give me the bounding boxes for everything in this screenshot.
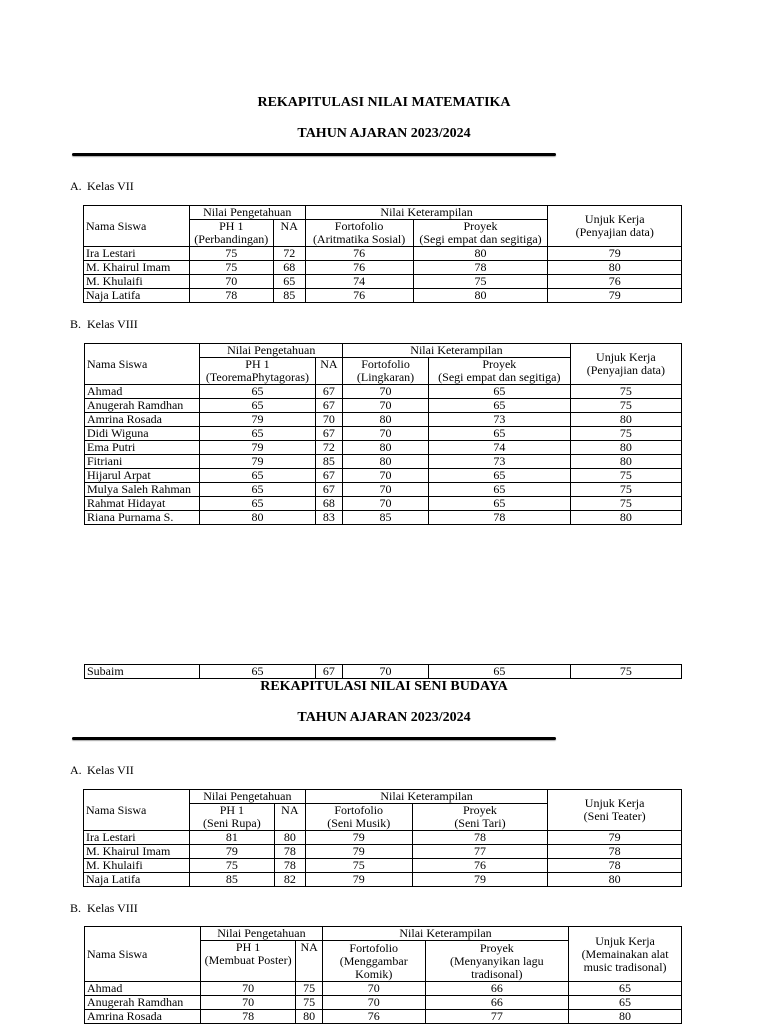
header-keterampilan: Nilai Keterampilan xyxy=(343,344,571,358)
header-portfolio: Fortofolio (Seni Musik) xyxy=(305,804,412,831)
header-ph1: PH 1 (TeoremaPhytagoras) xyxy=(200,358,315,385)
table-row xyxy=(85,665,682,679)
title-divider xyxy=(72,737,556,740)
ph1-score-cell: 65 xyxy=(200,385,315,399)
header-ph1: PH 1 (Perbandingan) xyxy=(189,220,273,247)
na-score-cell: 68 xyxy=(273,261,305,275)
proyek-score-cell: 65 xyxy=(428,665,570,679)
header-keterampilan: Nilai Keterampilan xyxy=(322,927,568,941)
na-score-cell: 72 xyxy=(315,441,343,455)
portfolio-score-cell: 70 xyxy=(322,982,425,996)
student-name-cell: Naja Latifa xyxy=(84,873,190,887)
portfolio-score-cell: 75 xyxy=(305,859,412,873)
table-row xyxy=(85,1010,682,1024)
unjuk-kerja-score-cell: 78 xyxy=(548,845,682,859)
header-portfolio: Fortofolio (Lingkaran) xyxy=(343,358,429,385)
na-score-cell: 80 xyxy=(296,1010,323,1024)
portfolio-score-cell: 74 xyxy=(305,275,413,289)
header-proyek: Proyek (Segi empat dan segitiga) xyxy=(428,358,570,385)
na-score-cell: 78 xyxy=(274,859,305,873)
unjuk-kerja-score-cell: 80 xyxy=(569,1010,682,1024)
table-row xyxy=(84,845,682,859)
portfolio-score-cell: 79 xyxy=(305,873,412,887)
proyek-score-cell: 78 xyxy=(412,831,548,845)
table-row xyxy=(84,873,682,887)
ph1-score-cell: 80 xyxy=(200,511,315,525)
portfolio-score-cell: 70 xyxy=(343,497,429,511)
portfolio-score-cell: 76 xyxy=(305,261,413,275)
table-row xyxy=(85,483,682,497)
portfolio-score-cell: 80 xyxy=(343,413,429,427)
student-name-cell: Rahmat Hidayat xyxy=(85,497,200,511)
na-score-cell: 65 xyxy=(273,275,305,289)
unjuk-kerja-score-cell: 75 xyxy=(570,469,681,483)
grades-table xyxy=(84,926,682,1024)
table-row xyxy=(85,497,682,511)
proyek-score-cell: 80 xyxy=(413,289,548,303)
proyek-score-cell: 65 xyxy=(428,469,570,483)
header-na: NA xyxy=(296,941,323,982)
unjuk-kerja-score-cell: 76 xyxy=(548,275,682,289)
header-name: Nama Siswa xyxy=(85,344,200,385)
grades-table xyxy=(84,343,682,525)
table-row xyxy=(85,511,682,525)
header-keterampilan: Nilai Keterampilan xyxy=(305,790,547,804)
ph1-score-cell: 81 xyxy=(189,831,274,845)
section-heading xyxy=(70,901,138,916)
table-row xyxy=(85,413,682,427)
ph1-score-cell: 79 xyxy=(200,441,315,455)
na-score-cell: 67 xyxy=(315,427,343,441)
proyek-score-cell: 65 xyxy=(428,427,570,441)
na-score-cell: 85 xyxy=(315,455,343,469)
portfolio-score-cell: 70 xyxy=(322,996,425,1010)
portfolio-score-cell: 70 xyxy=(343,665,429,679)
header-pengetahuan: Nilai Pengetahuan xyxy=(200,927,322,941)
section-label: Kelas VII xyxy=(87,179,134,193)
table-row xyxy=(85,385,682,399)
table-row xyxy=(85,469,682,483)
na-score-cell: 67 xyxy=(315,399,343,413)
unjuk-kerja-score-cell: 80 xyxy=(570,511,681,525)
table-row xyxy=(84,859,682,873)
unjuk-kerja-score-cell: 80 xyxy=(548,873,682,887)
section-letter: A. xyxy=(70,763,82,777)
table-row xyxy=(85,996,682,1010)
na-score-cell: 72 xyxy=(273,247,305,261)
section-letter: B. xyxy=(70,901,82,915)
unjuk-kerja-score-cell: 79 xyxy=(548,289,682,303)
student-name-cell: Mulya Saleh Rahman xyxy=(85,483,200,497)
portfolio-score-cell: 70 xyxy=(343,427,429,441)
proyek-score-cell: 66 xyxy=(425,982,569,996)
student-name-cell: M. Khulaifi xyxy=(84,859,190,873)
header-proyek: Proyek (Segi empat dan segitiga) xyxy=(413,220,548,247)
unjuk-kerja-score-cell: 80 xyxy=(548,261,682,275)
proyek-score-cell: 73 xyxy=(428,455,570,469)
portfolio-score-cell: 79 xyxy=(305,845,412,859)
na-score-cell: 75 xyxy=(296,982,323,996)
section-letter: B. xyxy=(70,317,82,331)
portfolio-score-cell: 70 xyxy=(343,399,429,413)
student-name-cell: Ahmad xyxy=(85,385,200,399)
portfolio-score-cell: 70 xyxy=(343,385,429,399)
portfolio-score-cell: 85 xyxy=(343,511,429,525)
unjuk-kerja-score-cell: 75 xyxy=(570,427,681,441)
header-proyek: Proyek (Menyanyikan lagu tradisonal) xyxy=(425,941,569,982)
header-na: NA xyxy=(274,804,305,831)
proyek-score-cell: 65 xyxy=(428,497,570,511)
ph1-score-cell: 70 xyxy=(200,982,295,996)
na-score-cell: 67 xyxy=(315,483,343,497)
unjuk-kerja-score-cell: 75 xyxy=(570,497,681,511)
proyek-score-cell: 80 xyxy=(413,247,548,261)
header-na: NA xyxy=(273,220,305,247)
academic-year: TAHUN AJARAN 2023/2024 xyxy=(297,126,471,141)
unjuk-kerja-score-cell: 75 xyxy=(570,665,681,679)
grades-table xyxy=(83,205,682,303)
section-label: Kelas VIII xyxy=(87,317,138,331)
ph1-score-cell: 75 xyxy=(189,859,274,873)
student-name-cell: Ema Putri xyxy=(85,441,200,455)
student-name-cell: Ahmad xyxy=(85,982,201,996)
unjuk-kerja-score-cell: 79 xyxy=(548,831,682,845)
ph1-score-cell: 79 xyxy=(200,413,315,427)
section-heading xyxy=(70,179,134,194)
proyek-score-cell: 77 xyxy=(412,845,548,859)
academic-year: TAHUN AJARAN 2023/2024 xyxy=(297,710,471,725)
portfolio-score-cell: 80 xyxy=(343,455,429,469)
student-name-cell: Riana Purnama S. xyxy=(85,511,200,525)
unjuk-kerja-score-cell: 79 xyxy=(548,247,682,261)
unjuk-kerja-score-cell: 78 xyxy=(548,859,682,873)
proyek-score-cell: 78 xyxy=(413,261,548,275)
table-row xyxy=(84,289,682,303)
proyek-score-cell: 76 xyxy=(412,859,548,873)
table-row xyxy=(85,427,682,441)
section-heading xyxy=(70,763,134,778)
student-name-cell: M. Khairul Imam xyxy=(84,845,190,859)
table-row xyxy=(84,247,682,261)
header-unjuk-kerja: Unjuk Kerja (Memainakan alat music tradisonal) xyxy=(569,927,682,982)
proyek-score-cell: 78 xyxy=(428,511,570,525)
na-score-cell: 68 xyxy=(315,497,343,511)
proyek-score-cell: 65 xyxy=(428,385,570,399)
student-name-cell: Naja Latifa xyxy=(84,289,190,303)
page-title: REKAPITULASI NILAI SENI BUDAYA xyxy=(260,679,508,694)
ph1-score-cell: 65 xyxy=(200,399,315,413)
header-portfolio: Fortofolio (Aritmatika Sosial) xyxy=(305,220,413,247)
ph1-score-cell: 70 xyxy=(189,275,273,289)
ph1-score-cell: 75 xyxy=(189,261,273,275)
table-row xyxy=(85,399,682,413)
portfolio-score-cell: 70 xyxy=(343,469,429,483)
grades-table-continued xyxy=(84,664,682,679)
unjuk-kerja-score-cell: 75 xyxy=(570,399,681,413)
student-name-cell: M. Khairul Imam xyxy=(84,261,190,275)
title-divider xyxy=(72,153,556,156)
header-na: NA xyxy=(315,358,343,385)
student-name-cell: Amrina Rosada xyxy=(85,413,200,427)
ph1-score-cell: 79 xyxy=(200,455,315,469)
portfolio-score-cell: 76 xyxy=(305,247,413,261)
table-row xyxy=(85,455,682,469)
student-name-cell: Didi Wiguna xyxy=(85,427,200,441)
na-score-cell: 82 xyxy=(274,873,305,887)
section-label: Kelas VII xyxy=(87,763,134,777)
section-heading xyxy=(70,317,138,332)
portfolio-score-cell: 76 xyxy=(322,1010,425,1024)
proyek-score-cell: 65 xyxy=(428,483,570,497)
ph1-score-cell: 65 xyxy=(200,483,315,497)
header-unjuk-kerja: Unjuk Kerja (Seni Teater) xyxy=(548,790,682,831)
ph1-score-cell: 78 xyxy=(200,1010,295,1024)
na-score-cell: 67 xyxy=(315,385,343,399)
student-name-cell: Hijarul Arpat xyxy=(85,469,200,483)
student-name-cell: Ira Lestari xyxy=(84,247,190,261)
portfolio-score-cell: 79 xyxy=(305,831,412,845)
header-keterampilan: Nilai Keterampilan xyxy=(305,206,548,220)
na-score-cell: 67 xyxy=(315,469,343,483)
na-score-cell: 75 xyxy=(296,996,323,1010)
ph1-score-cell: 70 xyxy=(200,996,295,1010)
ph1-score-cell: 65 xyxy=(200,469,315,483)
ph1-score-cell: 78 xyxy=(189,289,273,303)
student-name-cell: Subaim xyxy=(85,665,200,679)
unjuk-kerja-score-cell: 80 xyxy=(570,441,681,455)
grades-table xyxy=(83,789,682,887)
header-ph1: PH 1 (Membuat Poster) xyxy=(200,941,295,982)
page-title: REKAPITULASI NILAI MATEMATIKA xyxy=(257,95,511,110)
student-name-cell: Ira Lestari xyxy=(84,831,190,845)
unjuk-kerja-score-cell: 65 xyxy=(569,982,682,996)
ph1-score-cell: 65 xyxy=(200,427,315,441)
na-score-cell: 67 xyxy=(315,665,343,679)
student-name-cell: Amrina Rosada xyxy=(85,1010,201,1024)
table-row xyxy=(84,261,682,275)
header-name: Nama Siswa xyxy=(85,927,201,982)
proyek-score-cell: 73 xyxy=(428,413,570,427)
proyek-score-cell: 79 xyxy=(412,873,548,887)
header-unjuk-kerja: Unjuk Kerja (Penyajian data) xyxy=(570,344,681,385)
table-row xyxy=(84,275,682,289)
proyek-score-cell: 66 xyxy=(425,996,569,1010)
ph1-score-cell: 65 xyxy=(200,497,315,511)
student-name-cell: M. Khulaifi xyxy=(84,275,190,289)
portfolio-score-cell: 76 xyxy=(305,289,413,303)
proyek-score-cell: 77 xyxy=(425,1010,569,1024)
header-unjuk-kerja: Unjuk Kerja (Penyajian data) xyxy=(548,206,682,247)
portfolio-score-cell: 80 xyxy=(343,441,429,455)
na-score-cell: 83 xyxy=(315,511,343,525)
na-score-cell: 78 xyxy=(274,845,305,859)
table-row xyxy=(85,441,682,455)
table-row xyxy=(85,982,682,996)
na-score-cell: 80 xyxy=(274,831,305,845)
header-pengetahuan: Nilai Pengetahuan xyxy=(200,344,343,358)
section-letter: A. xyxy=(70,179,82,193)
unjuk-kerja-score-cell: 65 xyxy=(569,996,682,1010)
header-pengetahuan: Nilai Pengetahuan xyxy=(189,790,305,804)
ph1-score-cell: 79 xyxy=(189,845,274,859)
proyek-score-cell: 74 xyxy=(428,441,570,455)
na-score-cell: 85 xyxy=(273,289,305,303)
student-name-cell: Fitriani xyxy=(85,455,200,469)
table-row xyxy=(84,831,682,845)
header-name: Nama Siswa xyxy=(84,206,190,247)
header-proyek: Proyek (Seni Tari) xyxy=(412,804,548,831)
header-portfolio: Fortofolio (Menggambar Komik) xyxy=(322,941,425,982)
unjuk-kerja-score-cell: 75 xyxy=(570,385,681,399)
section-label: Kelas VIII xyxy=(87,901,138,915)
unjuk-kerja-score-cell: 75 xyxy=(570,483,681,497)
header-name: Nama Siswa xyxy=(84,790,190,831)
header-ph1: PH 1 (Seni Rupa) xyxy=(189,804,274,831)
na-score-cell: 70 xyxy=(315,413,343,427)
ph1-score-cell: 85 xyxy=(189,873,274,887)
portfolio-score-cell: 70 xyxy=(343,483,429,497)
ph1-score-cell: 75 xyxy=(189,247,273,261)
header-pengetahuan: Nilai Pengetahuan xyxy=(189,206,305,220)
unjuk-kerja-score-cell: 80 xyxy=(570,455,681,469)
proyek-score-cell: 65 xyxy=(428,399,570,413)
student-name-cell: Anugerah Ramdhan xyxy=(85,996,201,1010)
ph1-score-cell: 65 xyxy=(200,665,315,679)
proyek-score-cell: 75 xyxy=(413,275,548,289)
student-name-cell: Anugerah Ramdhan xyxy=(85,399,200,413)
unjuk-kerja-score-cell: 80 xyxy=(570,413,681,427)
